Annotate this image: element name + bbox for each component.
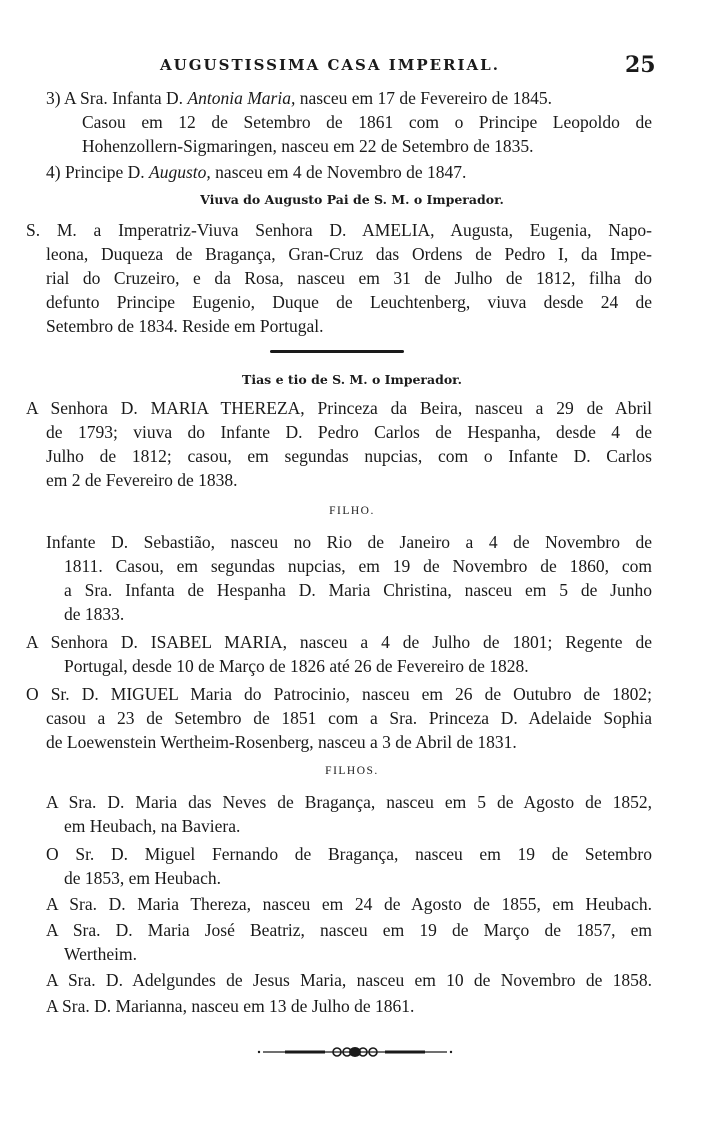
text-line: O Sr. D. MIGUEL Maria do Patrocinio, nasceu em 26 de Outubro de 1802;: [26, 684, 652, 704]
italic-name: Antonia Maria,: [187, 88, 296, 108]
text-line: S. M. a Imperatriz-Viuva Senhora D. AMELIA, Augusta, Eugenia, Napo-: [26, 220, 652, 240]
text-line: Portugal, desde 10 de Março de 1826 até 26 de Fevereiro de 1828.: [64, 656, 529, 676]
section-heading-tias: Tias e tio de S. M. o Imperador.: [242, 372, 462, 387]
text-line: 3) A Sra. Infanta D. Antonia Maria, nasceu em 17 de Fevereiro de 1845.: [46, 88, 552, 108]
text-line: Hohenzollern-Sigmaringen, nasceu em 22 de Setembro de 1835.: [82, 136, 534, 156]
italic-name: Augusto,: [149, 162, 211, 182]
text-line: Setembro de 1834. Reside em Portugal.: [46, 316, 324, 336]
text-line: Infante D. Sebastião, nasceu no Rio de Janeiro a 4 de Novembro de: [46, 532, 652, 552]
text-line: 1811. Casou, em segundas nupcias, em 19 de Novembro de 1860, com: [64, 556, 652, 576]
list-item-continuation: de 1853, em Heubach.: [64, 868, 221, 888]
section-heading-viuva: Viuva do Augusto Pai de S. M. o Imperador.: [200, 192, 504, 207]
list-item: A Sra. D. Maria José Beatriz, nasceu em 19 de Março de 1857, em: [46, 920, 652, 940]
ornament-divider-icon: [255, 1046, 455, 1058]
text-line: a Sra. Infanta de Hespanha D. Maria Christina, nasceu em 5 de Junho: [64, 580, 652, 600]
text-line: 4) Principe D. Augusto, nasceu em 4 de Novembro de 1847.: [46, 162, 467, 182]
text-line: defunto Principe Eugenio, Duque de Leuchtenberg, viuva desde 24 de: [46, 292, 652, 312]
list-item: A Sra. D. Maria Thereza, nasceu em 24 de Agosto de 1855, em Heubach.: [46, 894, 652, 914]
text-line: rial do Cruzeiro, e da Rosa, nasceu em 31 de Julho de 1812, filha do: [46, 268, 652, 288]
list-item: A Sra. D. Adelgundes de Jesus Maria, nasceu em 10 de Novembro de 1858.: [46, 970, 652, 990]
list-item-continuation: em Heubach, na Baviera.: [64, 816, 241, 836]
text-line: de 1793; viuva do Infante D. Pedro Carlos de Hespanha, desde 4 de: [46, 422, 652, 442]
label-filho: FILHO.: [329, 505, 375, 517]
page-number: 25: [625, 52, 656, 78]
text-line: A Senhora D. MARIA THEREZA, Princeza da Beira, nasceu a 29 de Abril: [26, 398, 652, 418]
text-line: A Senhora D. ISABEL MARIA, nasceu a 4 de Julho de 1801; Regente de: [26, 632, 652, 652]
text-line: leona, Duqueza de Bragança, Gran-Cruz das Ordens de Pedro I, da Impe-: [46, 244, 652, 264]
text-line: Casou em 12 de Setembro de 1861 com o Principe Leopoldo de: [82, 112, 652, 132]
running-title: AUGUSTISSIMA CASA IMPERIAL.: [160, 56, 500, 74]
text-line: Julho de 1812; casou, em segundas nupcias, com o Infante D. Carlos: [46, 446, 652, 466]
text-line: de Loewenstein Wertheim-Rosenberg, nasceu a 3 de Abril de 1831.: [46, 732, 517, 752]
list-item-continuation: Wertheim.: [64, 944, 137, 964]
page-header: [0, 52, 704, 82]
label-filhos: FILHOS.: [325, 765, 379, 777]
list-item: A Sra. D. Maria das Neves de Bragança, nasceu em 5 de Agosto de 1852,: [46, 792, 652, 812]
list-item: A Sra. D. Marianna, nasceu em 13 de Julho de 1861.: [46, 996, 415, 1016]
text-line: em 2 de Fevereiro de 1838.: [46, 470, 238, 490]
section-divider: [270, 350, 404, 353]
list-item: O Sr. D. Miguel Fernando de Bragança, nasceu em 19 de Setembro: [46, 844, 652, 864]
text-line: de 1833.: [64, 604, 125, 624]
text-line: casou a 23 de Setembro de 1851 com a Sra. Princeza D. Adelaide Sophia: [46, 708, 652, 728]
